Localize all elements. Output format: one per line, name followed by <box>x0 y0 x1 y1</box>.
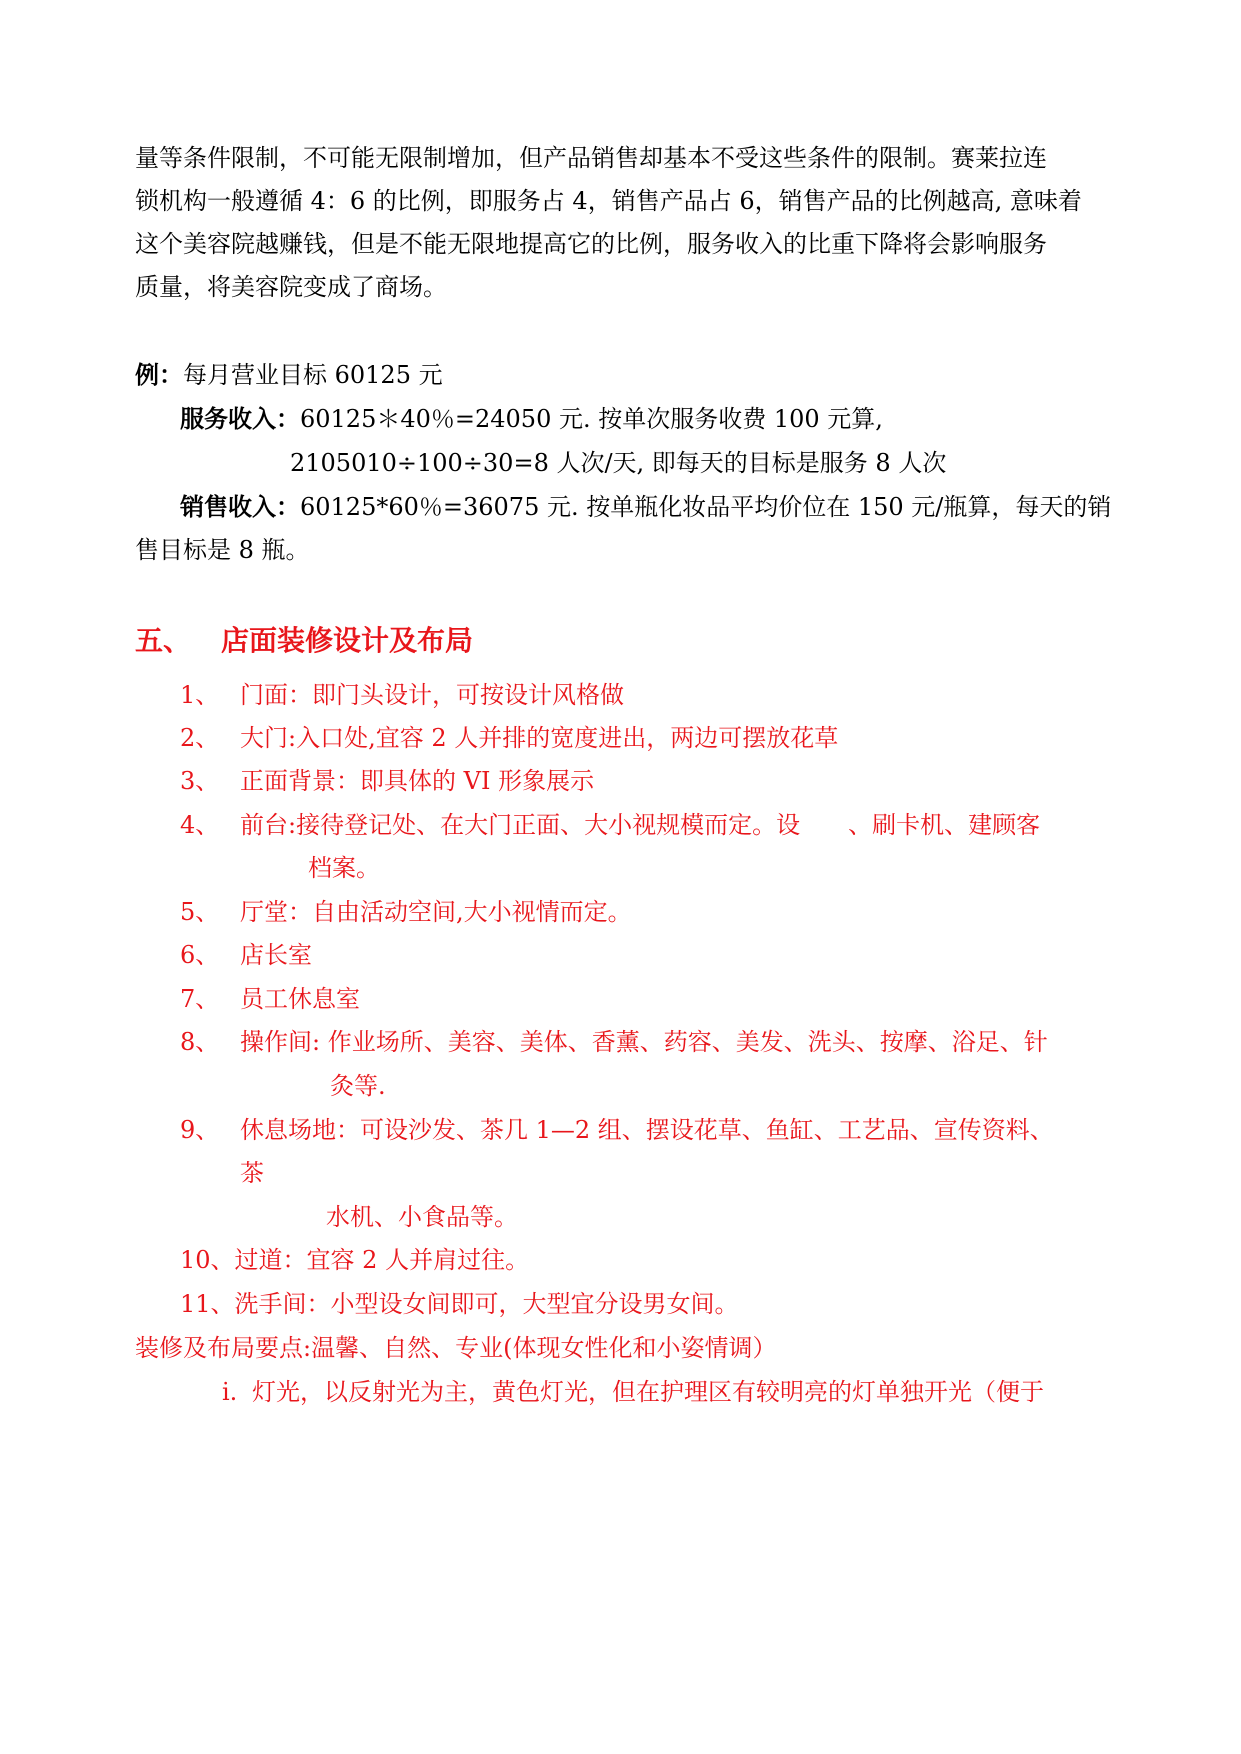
intro-line-1: 量等条件限制，不可能无限制增加，但产品销售却基本不受这些条件的限制。赛莱拉连 <box>135 144 1047 172</box>
intro-line-4: 质量，将美容院变成了商场。 <box>135 273 447 301</box>
list-item-text: 员工休息室 <box>240 985 360 1013</box>
list-item-text: 过道：宜容 2 人并肩过往。 <box>234 1246 530 1274</box>
list-item-text: 正面背景：即具体的 VI 形象展示 <box>240 767 595 795</box>
sales-income-label: 销售收入： <box>180 492 300 521</box>
service-income-line <box>180 404 883 434</box>
sub-list-item-number: i. <box>222 1378 238 1406</box>
list-item-continuation: 灸等. <box>330 1072 386 1100</box>
intro-line-2: 锁机构一般遵循 4：6 的比例，即服务占 4，销售产品占 6，销售产品的比例越高, 意味着 <box>135 187 1082 215</box>
example-text: 每月营业目标 60125 元 <box>183 361 443 389</box>
section-heading <box>135 626 473 656</box>
list-item <box>180 1289 739 1319</box>
sales-income-line-2: 售目标是 8 瓶。 <box>135 536 310 564</box>
list-item-number: 6、 <box>180 941 220 969</box>
section-number: 五、 <box>135 624 192 657</box>
example-label: 例： <box>135 360 183 389</box>
list-item-text: 店长室 <box>240 941 312 969</box>
list-item-number: 9、 <box>180 1116 220 1144</box>
list-item-number: 11、 <box>180 1290 235 1318</box>
list-item-text: 厅堂：自由活动空间,大小视情而定。 <box>240 898 632 926</box>
service-income-text: 60125＊40％=24050 元. 按单次服务收费 100 元算, <box>300 405 883 433</box>
example-line <box>135 360 443 390</box>
list-item <box>180 810 1040 840</box>
list-item <box>180 984 360 1014</box>
list-item <box>180 897 632 927</box>
list-item <box>180 1027 1048 1057</box>
list-item <box>180 723 838 753</box>
key-points-line: 装修及布局要点:温馨、自然、专业(体现女性化和小姿情调） <box>135 1334 777 1362</box>
sales-income-line <box>180 492 1111 522</box>
list-item <box>180 1245 529 1275</box>
list-item-number: 2、 <box>180 724 220 752</box>
list-item-text: 休息场地：可设沙发、茶几 1—2 组、摆设花草、鱼缸、工艺品、宣传资料、 <box>240 1116 1054 1144</box>
list-item <box>180 766 594 796</box>
sales-income-text: 60125*60％=36075 元. 按单瓶化妆品平均价位在 150 元/瓶算，每天的销 <box>300 493 1112 521</box>
list-item-number: 1、 <box>180 681 220 709</box>
list-item <box>180 680 624 710</box>
list-item-continuation: 茶 <box>240 1159 264 1187</box>
list-item-text: 门面：即门头设计，可按设计风格做 <box>240 681 624 709</box>
list-item <box>180 1115 1054 1145</box>
list-item-number: 7、 <box>180 985 220 1013</box>
list-item-text: 前台:接待登记处、在大门正面、大小视规模而定。设 、刷卡机、建顾客 <box>240 811 1041 839</box>
list-item-number: 8、 <box>180 1028 220 1056</box>
service-income-label: 服务收入： <box>180 404 300 433</box>
list-item-text: 洗手间：小型设女间即可，大型宜分设男女间。 <box>234 1290 739 1318</box>
list-item-number: 3、 <box>180 767 220 795</box>
list-item <box>180 940 312 970</box>
service-calc-line: 2105010÷100÷30=8 人次/天, 即每天的目标是服务 8 人次 <box>290 449 947 477</box>
list-item-number: 10、 <box>180 1246 235 1274</box>
sub-list-item <box>222 1377 1044 1407</box>
list-item-continuation: 水机、小食品等。 <box>326 1203 518 1231</box>
list-item-text: 操作间: 作业场所、美容、美体、香薰、药容、美发、洗头、按摩、浴足、针 <box>240 1028 1048 1056</box>
list-item-text: 大门:入口处,宜容 2 人并排的宽度进出，两边可摆放花草 <box>240 724 839 752</box>
sub-list-item-text: 灯光，以反射光为主，黄色灯光，但在护理区有较明亮的灯单独开光（便于 <box>252 1378 1044 1406</box>
intro-line-3: 这个美容院越赚钱，但是不能无限地提高它的比例，服务收入的比重下降将会影响服务 <box>135 230 1047 258</box>
list-item-number: 5、 <box>180 898 220 926</box>
section-title: 店面装修设计及布局 <box>221 624 474 657</box>
list-item-continuation: 档案。 <box>308 854 380 882</box>
list-item-number: 4、 <box>180 811 220 839</box>
